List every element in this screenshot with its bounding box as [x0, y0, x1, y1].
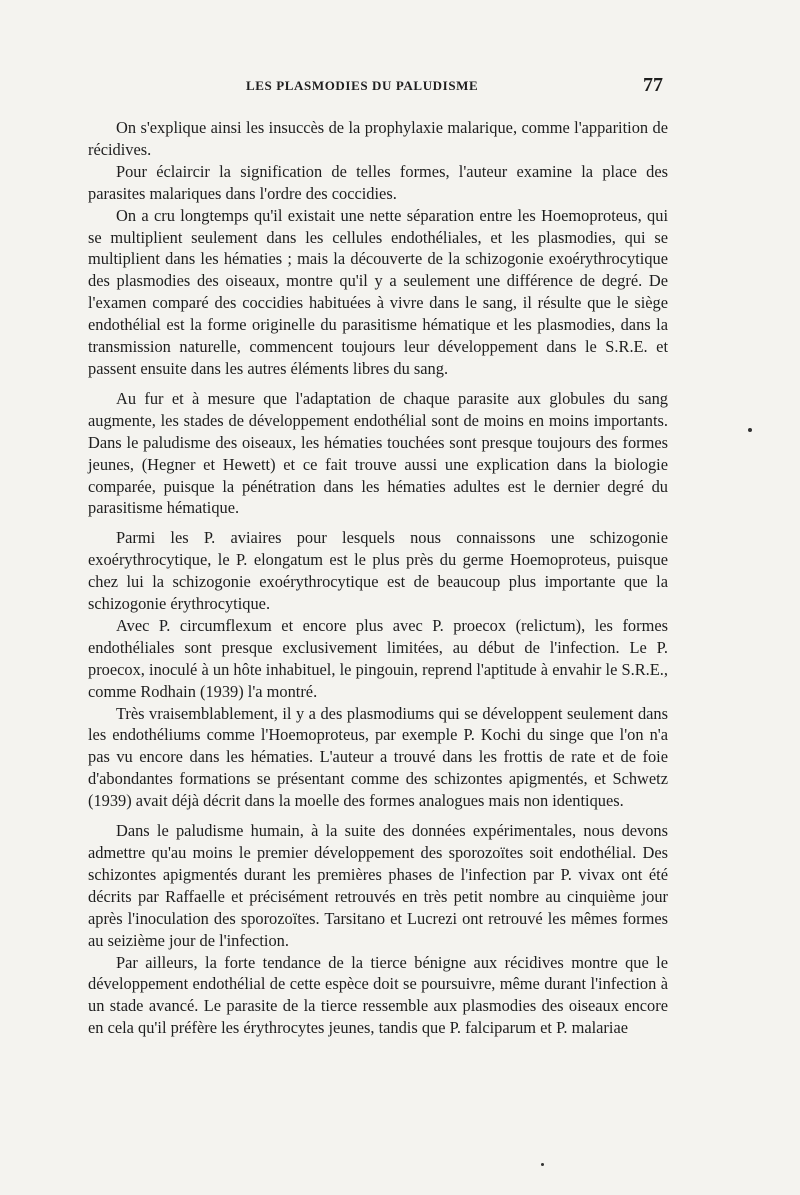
paragraph: Dans le paludisme humain, à la suite des données expérimentales, nous devons admettre qu'au moins le premier développement des sporozoïtes soit endothélial. Des schizontes apigmentés durant les premières phases de l'infection par P. vivax ont été décrits par Raffaelle et précisément retrouvés en très petit nombre au cinquième jour après l'inoculation des sporozoïtes. Tarsitano et Lucrezi ont retrouvé les mêmes formes au seizième jour de l'infection. [88, 821, 668, 950]
paragraph: Avec P. circumflexum et encore plus avec P. proecox (relictum), les formes endothéliales sont presque exclusivement limitées, au début de l'infection. Le P. proecox, inoculé à un hôte inhabituel, le pingouin, reprend l'aptitude à envahir le S.R.E., comme Rodhain (1939) l'a montré. [88, 615, 668, 701]
paragraph: On a cru longtemps qu'il existait une nette séparation entre les Hoemoproteus, qui se multiplient seulement dans les cellules endothéliales, et les plasmodies, qui se multiplient dans les hématies ; mais la découverte de la schizogonie exoérythrocytique des plasmodies des oiseaux, montre qu'il y a seulement une différence de degré. De l'examen comparé des coccidies habituées à vivre dans le sang, il résulte que le siège endothélial est la forme originelle du parasitisme hématique et les plasmodies, dans la transmission naturelle, commencent toujours leur développement dans le S.R.E. et passent ensuite dans les autres éléments libres du sang. [88, 205, 668, 378]
body-text [88, 117, 668, 1039]
page-number: 77 [643, 74, 663, 96]
paragraph: Pour éclaircir la signification de telles formes, l'auteur examine la place des parasites malariques dans l'ordre des coccidies. [88, 161, 668, 203]
running-title: LES PLASMODIES DU PALUDISME [246, 78, 479, 93]
paragraph: Au fur et à mesure que l'adaptation de chaque parasite aux globules du sang augmente, les stades de développement endothélial sont de moins en moins importants. Dans le paludisme des oiseaux, les hématies touchées sont presque toujours des formes jeunes, (Hegner et Hewett) et ce fait trouve aussi une explication dans la biologie comparée, puisque la pénétration dans les hématies adultes est le dernier degré du parasitisme hématique. [88, 388, 668, 518]
print-speck [541, 1163, 544, 1166]
paragraph: Parmi les P. aviaires pour lesquels nous connaissons une schizogonie exoérythrocytique, le P. elongatum est le plus près du germe Hoemoproteus, puisque chez lui la schizogonie exoérythrocytique est de beaucoup plus importante que la schizogonie érythrocytique. [88, 528, 668, 614]
paragraph: Très vraisemblablement, il y a des plasmodiums qui se développent seulement dans les endothéliums comme l'Hoemoproteus, par exemple P. Kochi du singe que l'on n'a pas vu encore dans les hématies. L'auteur a trouvé dans les frottis de rate et de foie d'abondantes formations se présentant comme des schizontes apigmentés, et Schwetz (1939) avait déjà décrit dans la moelle des formes analogues mais non identiques. [88, 703, 668, 811]
print-speck [748, 428, 752, 432]
paragraph: On s'explique ainsi les insuccès de la prophylaxie malarique, comme l'apparition de récidives. [88, 118, 668, 159]
paragraph: Par ailleurs, la forte tendance de la tierce bénigne aux récidives montre que le développement endothélial de cette espèce doit se poursuivre, même durant l'infection à un stade avancé. Le parasite de la tierce ressemble aux plasmodies des oiseaux encore en cela qu'il préfère les érythrocytes jeunes, tandis que P. falciparum et P. malariae [88, 952, 668, 1038]
